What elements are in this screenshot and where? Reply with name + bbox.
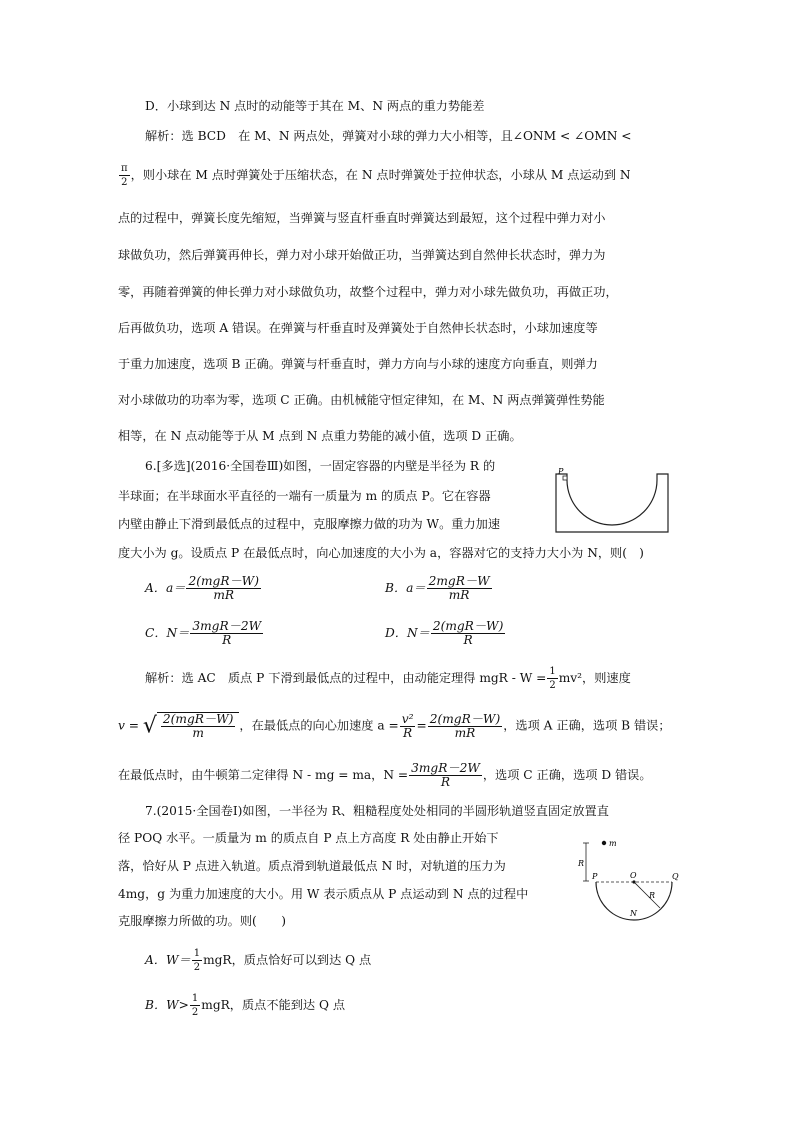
q7-stem-line-3: 落，恰好从 P 点进入轨道。质点滑到轨道最低点 N 时，对轨道的压力为 [118,859,506,873]
q6-analysis-line-3: 在最低点时，由牛顿第二定律得 N - mg = ma，N = $\frac{\text{3mgR－2W}}{R}$ ，选项 C 正确，选项 D 错误。 [118,761,652,789]
q6-option-a: A．a＝ $\frac{\text{2(mgR－W)}}{mR}$ [145,574,259,602]
q7-stem-line-4: 4mg，g 为重力加速度的大小。用 W 表示质点从 P 点运动到 N 点的过程中 [118,887,529,901]
figure-label-m: m [609,839,617,848]
figure-label-n: N [630,909,637,918]
one-half-fraction: $\frac{1}{2}$ [549,666,556,691]
q5-analysis-line-4: 球做负功，然后弹簧再伸长，弹力对小球开始做正功，当弹簧达到自然伸长状态时，弹力为 [118,248,606,262]
q5-analysis-line-6: 后再做负功，选项 A 错误。在弹簧与杆垂直时及弹簧处于自然伸长状态时，小球加速度等 [118,321,598,335]
figure-label-p: P [592,872,598,881]
q7-stem-line-5: 克服摩擦力所做的功。则( ) [118,914,286,928]
q6-stem-line-2: 半球面；在半球面水平直径的一端有一质量为 m 的质点 P。它在容器 [118,489,491,503]
q7-option-b-fraction: $\frac{1}{2}$ [191,993,199,1018]
velocity-sqrt: √ $\frac{\text{2(mgR－W)}}{m}$ [143,712,240,740]
q6-option-b: B．a＝ $\frac{\text{2mgR－W}}{mR}$ [385,574,490,602]
q6-analysis-line-2: v = √ $\frac{\text{2(mgR－W)}}{m}$ ，在最低点的向心加速度 a = $\frac{\text{v²}}{R}$ = $\frac{\text{2(mgR－W)}}{mR}$ ，选项 A 正确，选项 B 错误； [118,711,671,740]
semicircle-track-figure [572,836,684,944]
normal-force-fraction: $\frac{\text{3mgR－2W}}{R}$ [411,761,480,789]
figure-label-q: Q [672,872,679,881]
q5-option-d: D．小球到达 N 点时的动能等于其在 M、N 两点的重力势能差 [145,99,485,113]
q5-analysis-line-2: $\frac{\pi}{2}$ ，则小球在 M 点时弹簧处于压缩状态，在 N 点时弹簧处于拉伸状态，小球从 M 点运动到 N [121,163,631,188]
acceleration-fraction: $\frac{\text{2(mgR－W)}}{mR}$ [429,711,501,740]
figure-label-o: O [630,871,637,880]
q6-option-d-fraction: $\frac{\text{2(mgR－W)}}{R}$ [432,619,504,647]
q5-analysis-line-3: 点的过程中，弹簧长度先缩短，当弹簧与竖直杆垂直时弹簧达到最短，这个过程中弹力对小 [118,211,606,225]
q6-option-c: C．N＝ $\frac{\text{3mgR－2W}}{R}$ [145,619,262,647]
q5-analysis-line-5: 零，再随着弹簧的伸长弹力对小球做负功，故整个过程中，弹力对小球先做负功，再做正功， [118,285,618,299]
q7-option-a: A．W＝ $\frac{1}{2}$ mgR，质点恰好可以到达 Q 点 [145,948,372,973]
pi-over-2-fraction: $\frac{\pi}{2}$ [121,163,128,188]
q6-stem-line-1: 6.[多选](2016·全国卷Ⅲ)如图，一固定容器的内壁是半径为 R 的 [145,459,496,473]
figure-label-p: P [558,467,564,476]
q7-stem-line-1: 7.(2015·全国卷Ⅰ)如图，一半径为 R、粗糙程度处处相同的半圆形轨道竖直固定放置直 [145,804,609,818]
q6-stem-line-4: 度大小为 g。设质点 P 在最低点时，向心加速度的大小为 a，容器对它的支持力大小为 N，则( ) [118,546,644,560]
q6-stem-line-3: 内壁由静止下滑到最低点的过程中，克服摩擦力做的功为 W。重力加速 [118,517,501,531]
q7-option-a-fraction: $\frac{1}{2}$ [193,948,201,973]
q7-option-b: B．W> $\frac{1}{2}$ mgR，质点不能到达 Q 点 [145,993,346,1018]
v-squared-over-r: $\frac{\text{v²}}{R}$ [401,711,414,740]
hemisphere-container-figure [550,466,675,536]
q6-option-b-fraction: $\frac{\text{2mgR－W}}{mR}$ [428,574,490,602]
figure-label-r-left: R [578,859,585,868]
q5-analysis-line-9: 相等，在 N 点动能等于从 M 点到 N 点重力势能的减小值，选项 D 正确。 [118,429,522,443]
q5-analysis-line-1: 解析：选 BCD 在 M、N 两点处，弹簧对小球的弹力大小相等，且∠ONM < ∠OMN < [145,129,632,143]
q5-analysis-line-7: 于重力加速度，选项 B 正确。弹簧与杆垂直时，弹力方向与小球的速度方向垂直，则弹力 [118,357,598,371]
q6-option-d: D．N＝ $\frac{\text{2(mgR－W)}}{R}$ [385,619,504,647]
q7-stem-line-2: 径 POQ 水平。一质量为 m 的质点自 P 点上方高度 R 处由静止开始下 [118,831,499,845]
q6-analysis-line-1: 解析：选 AC 质点 P 下滑到最低点的过程中，由动能定理得 mgR - W = $\frac{1}{2}$ mv²，则速度 [145,666,631,691]
figure-label-r: R [649,891,656,900]
q5-analysis-line-8: 对小球做功的功率为零，选项 C 正确。由机械能守恒定律知，在 M、N 两点弹簧弹性势能 [118,393,605,407]
q6-option-c-fraction: $\frac{\text{3mgR－2W}}{R}$ [192,619,262,647]
q6-option-a-fraction: $\frac{\text{2(mgR－W)}}{mR}$ [188,574,259,602]
